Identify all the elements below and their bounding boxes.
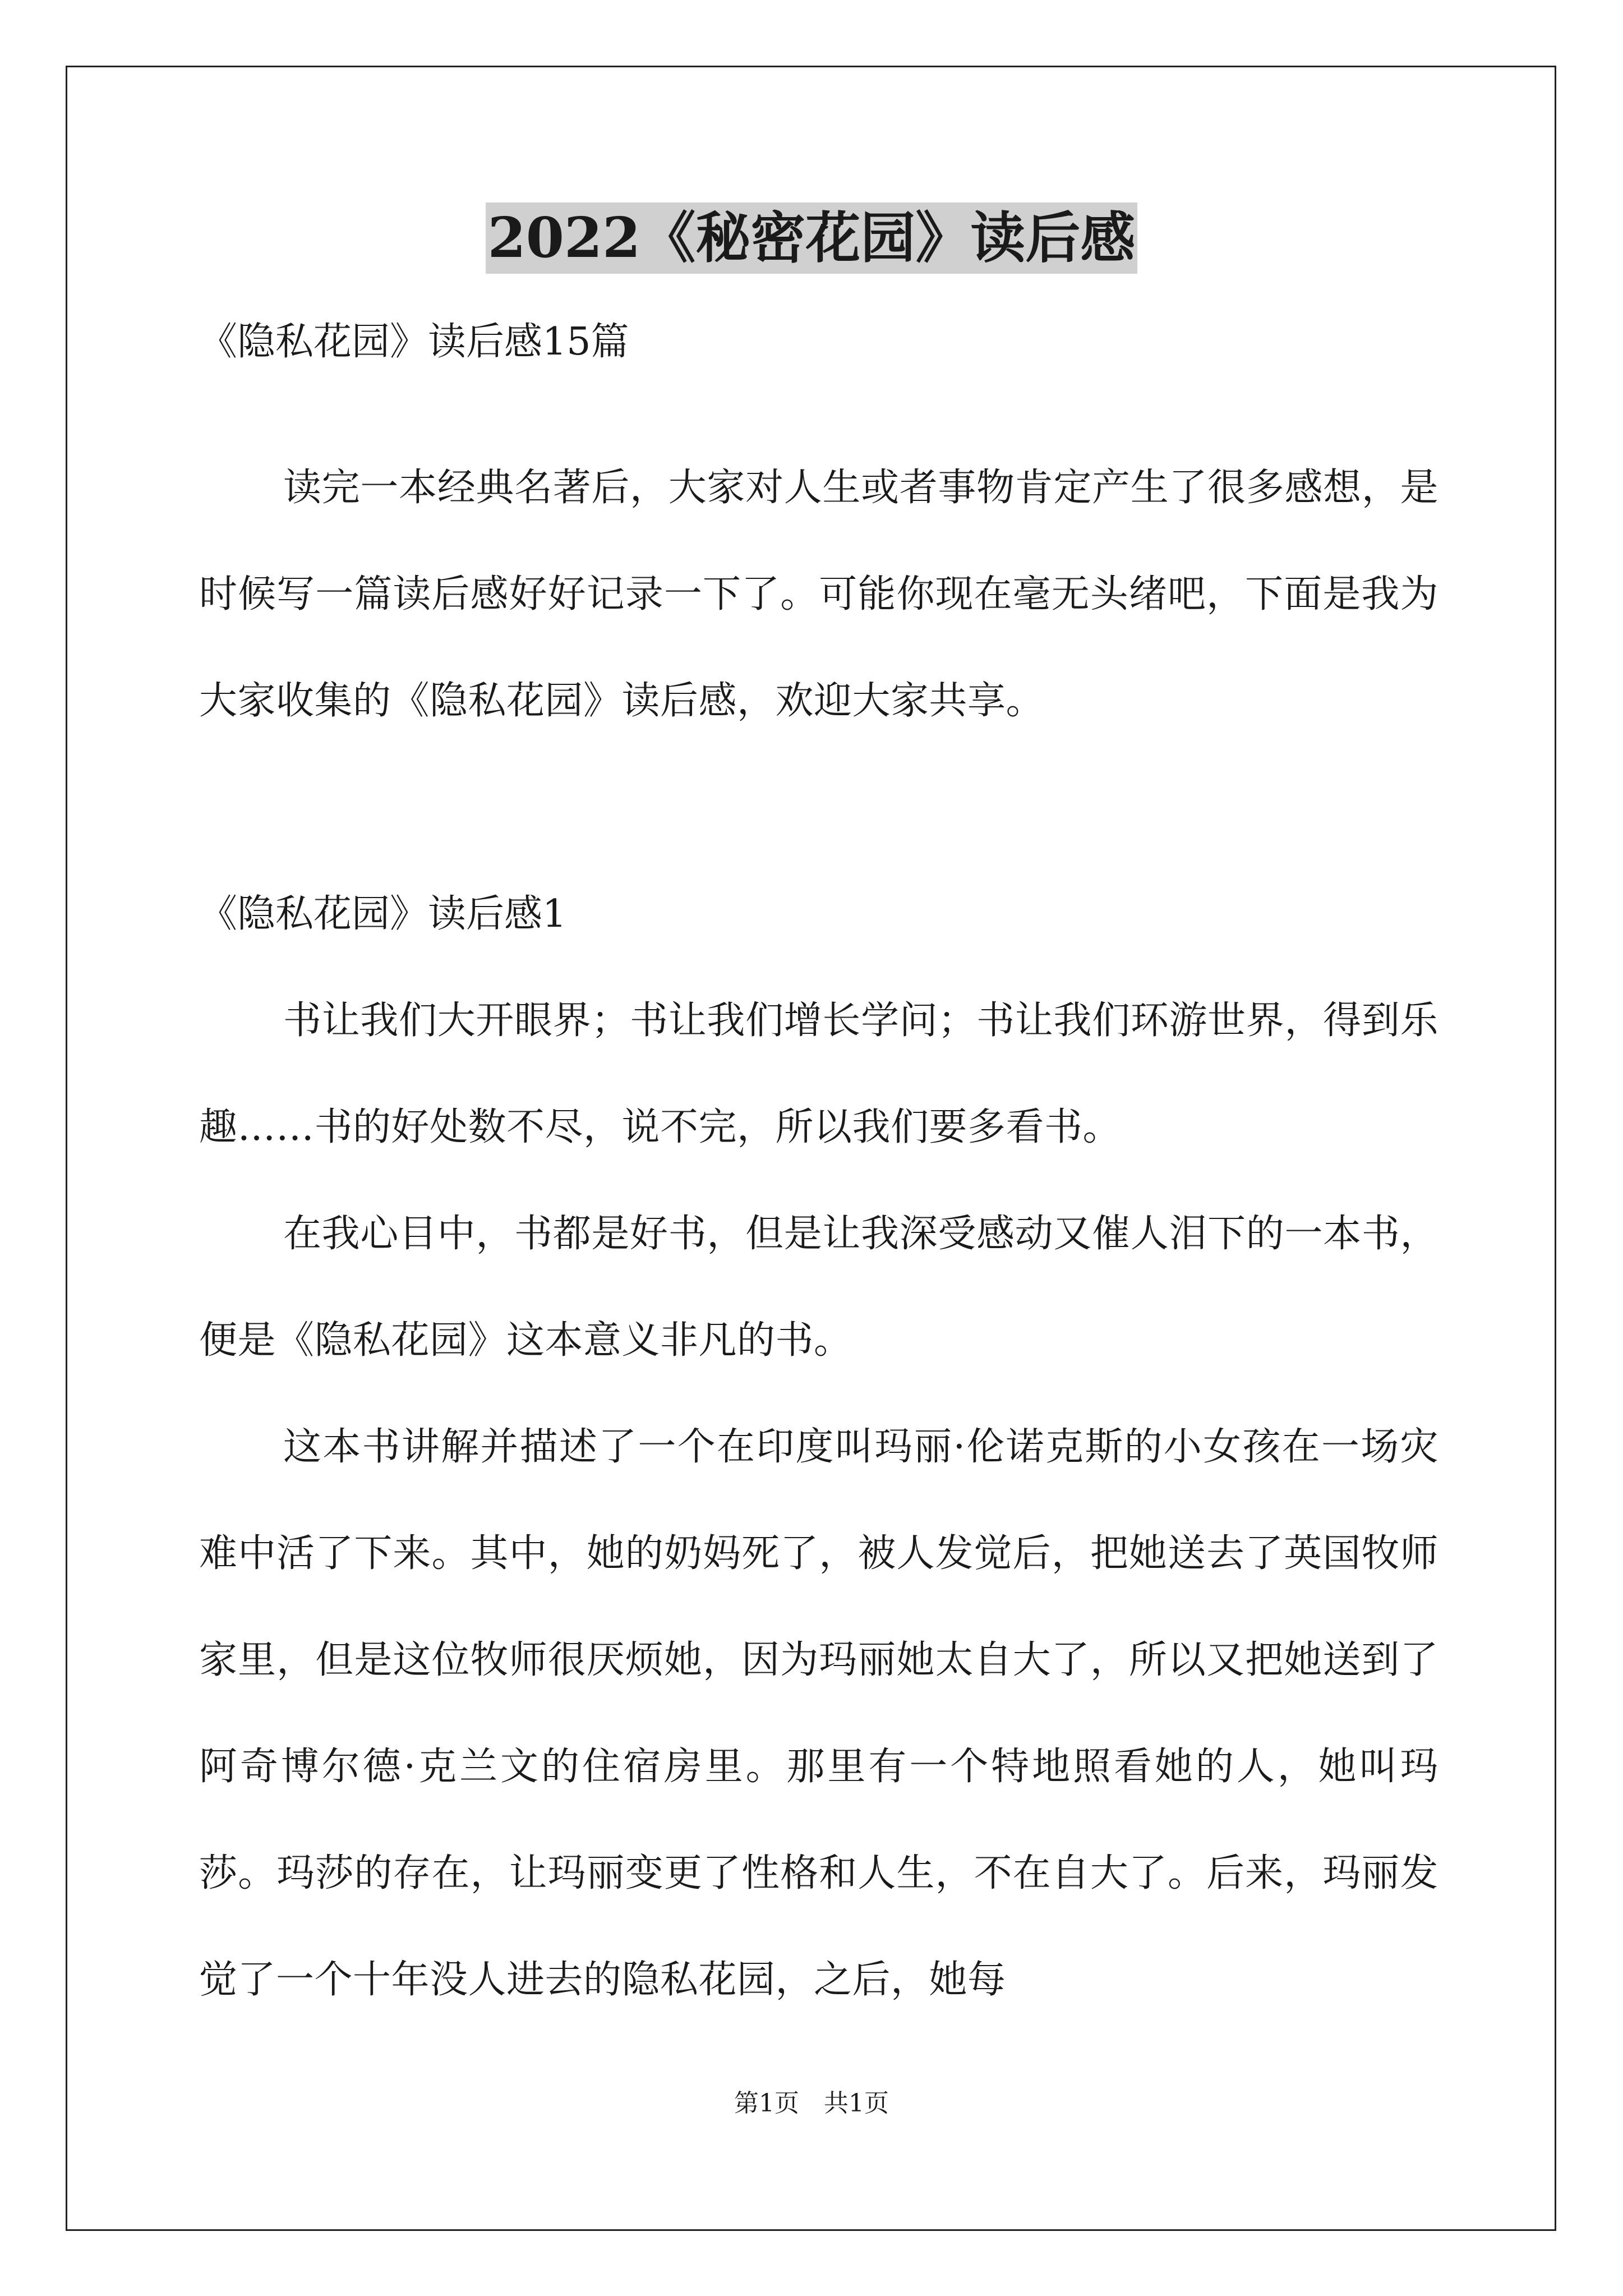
subtitle-block [199, 314, 1438, 370]
document-title-text: 2022《秘密花园》读后感 [486, 203, 1138, 274]
document-title [0, 202, 1623, 275]
body-paragraph-2: 在我心目中，书都是好书，但是让我深受感动又催人泪下的一本书，便是《隐私花园》这本意义非凡的书。 [199, 1212, 1438, 1363]
body-block [199, 968, 1438, 2033]
body-paragraph-1: 书让我们大开眼界；书让我们增长学问；书让我们环游世界，得到乐趣……书的好处数不尽，说不完，所以我们要多看书。 [199, 999, 1438, 1149]
page-footer: 第1页 共1页 [734, 2089, 889, 2118]
intro-block [199, 435, 1438, 754]
section-heading: 《隐私花园》读后感1 [199, 892, 567, 936]
section-heading-block [199, 886, 1438, 942]
intro-paragraph: 读完一本经典名著后，大家对人生或者事物肯定产生了很多感想，是时候写一篇读后感好好记录一下了。可能你现在毫无头绪吧，下面是我为大家收集的《隐私花园》读后感，欢迎大家共享。 [199, 466, 1438, 723]
document-subtitle: 《隐私花园》读后感15篇 [199, 320, 629, 364]
body-paragraph-3: 这本书讲解并描述了一个在印度叫玛丽·伦诺克斯的小女孩在一场灾难中活了下来。其中，她的奶妈死了，被人发觉后，把她送去了英国牧师家里，但是这位牧师很厌烦她，因为玛丽她太自大了，所以又把她送到了阿奇博尔德·克兰文的住宿房里。那里有一个特地照看她的人，她叫玛莎。玛莎的存在，让玛丽变更了性格和人生，不在自大了。后来，玛丽发觉了一个十年没人进去的隐私花园，之后，她每 [199, 1425, 1438, 2002]
